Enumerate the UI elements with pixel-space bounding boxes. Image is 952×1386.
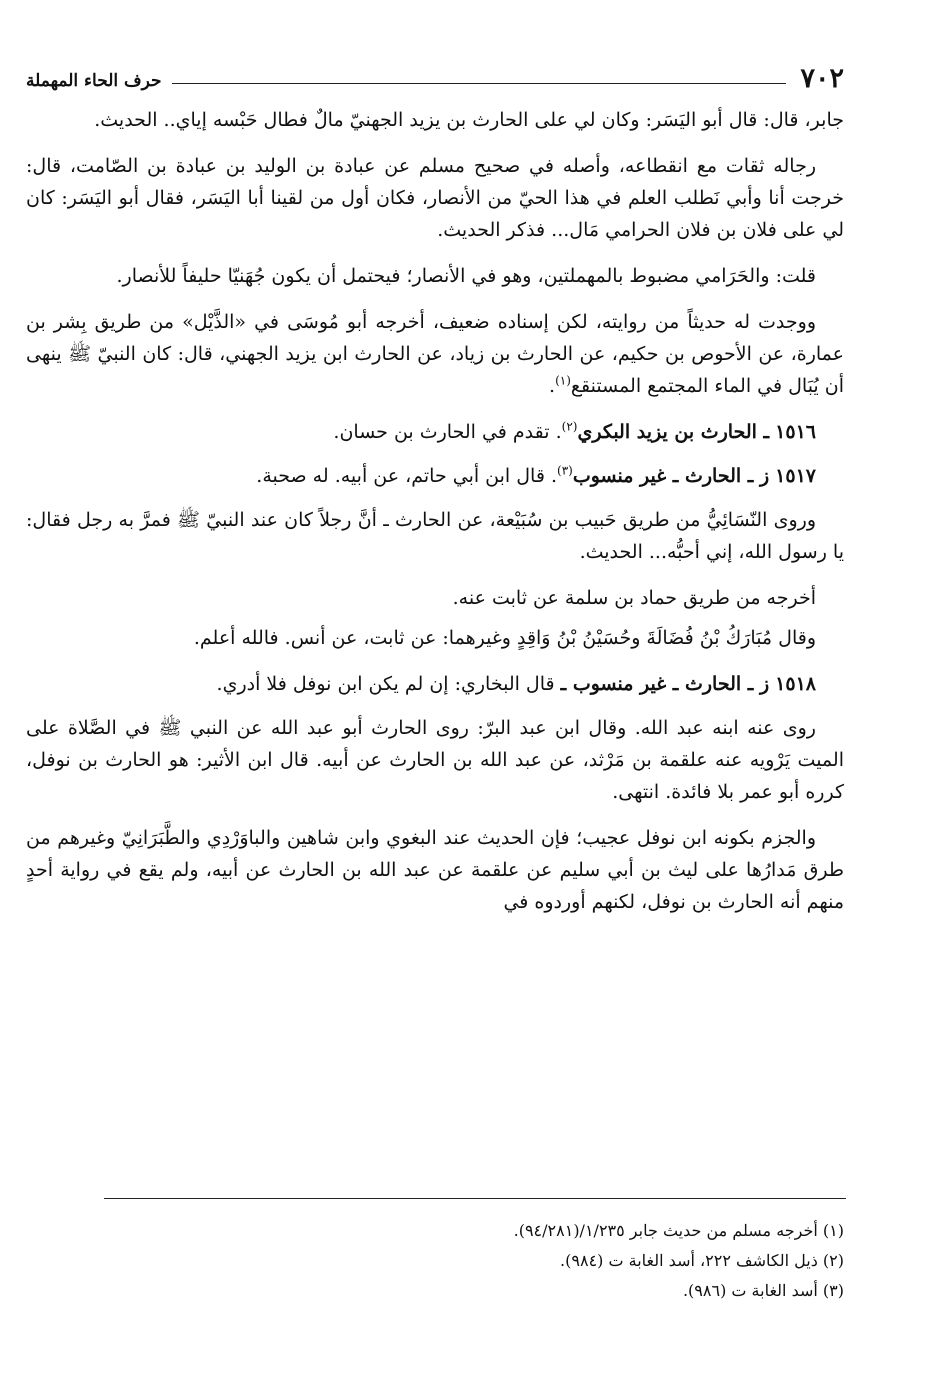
chapter-title: حرف الحاء المهملة — [26, 71, 162, 91]
paragraph: والجزم بكونه ابن نوفل عجيب؛ فإن الحديث عند البغوي وابن شاهين والباوَرْدِي والطَّبَرَانِيّ وغيرهم من طرق مَدارُها على ليث بن أبي سليم عن علقمة عن عبد الله بن الحارث عن أبيه، ولم يقع في رواية أحدٍ منهم أنه الحارث بن نوفل، لكنهم أوردوه في — [26, 827, 844, 913]
biography-entry: ١٥١٨ ز ـ الحارث ـ غير منسوب ـ قال البخاري: إن لم يكن ابن نوفل فلا أدري. — [216, 673, 816, 695]
paragraph: قلت: والحَرَامي مضبوط بالمهملتين، وهو في الأنصار؛ فيحتمل أن يكون جُهَنيّا حليفاً للأنصار. — [116, 265, 816, 287]
paragraph: جابر، قال: قال أبو اليَسَر: وكان لي على الحارث بن يزيد الجهنيّ مالٌ فطال حَبْسه إياي.. الحديث. — [94, 109, 844, 131]
paragraph: أخرجه من طريق حماد بن سلمة عن ثابت عنه. — [452, 587, 816, 609]
footnote: (٣) أسد الغابة ت (٩٨٦). — [682, 1281, 844, 1300]
footnote-ref: (١) — [555, 373, 571, 388]
biography-entry: ١٥١٦ ـ الحارث بن يزيد البكري$^{(٢)}$. تقدم في الحارث بن حسان. — [333, 419, 816, 443]
footnote: (١) أخرجه مسلم من حديث جابر ١/٢٣٥/(٩٤/٢٨١). — [513, 1221, 844, 1240]
footnotes — [26, 1216, 844, 1306]
entry-name: ز ـ الحارث ـ غير منسوب ـ — [560, 673, 770, 695]
footnote-ref: (٣) — [557, 463, 573, 478]
paragraph: وروى النّسَائِيُّ من طريق حَبيب بن سُبَيْعة، عن الحارث ـ أنَّ رجلاً كان عند النبيّ ﷺ فمرَّ به رجل فقال: يا رسول الله، إني أحبُّه... الحديث. — [26, 509, 844, 563]
entry-number: ١٥١٧ — [775, 465, 816, 487]
running-header — [26, 52, 844, 92]
entry-number: ١٥١٦ — [775, 421, 816, 443]
header-rule — [172, 83, 787, 84]
entry-number: ١٥١٨ — [775, 673, 816, 695]
paragraph: روى عنه ابنه عبد الله. وقال ابن عبد البرّ: روى الحارث أبو عبد الله عن النبي ﷺ في الصَّلاة على الميت يَرْويه عنه علقمة بن مَرْثد، عن عبد الله بن الحارث عن أبيه. قال ابن الأثير: هو الحارث بن نوفل، كرره أبو عمر بلا فائدة. انتهى. — [26, 717, 844, 803]
biography-entry: ١٥١٧ ز ـ الحارث ـ غير منسوب$^{(٣)}$. قال ابن أبي حاتم، عن أبيه. له صحبة. — [256, 463, 816, 487]
footnote-rule — [104, 1198, 846, 1199]
page-number: ٧٠٢ — [800, 63, 844, 94]
footnote-ref: (٢) — [561, 419, 578, 434]
paragraph: ووجدت له حديثاً من روايته، لكن إسناده ضعيف، أخرجه أبو مُوسَى في «الذَّيْل» من طريق بِشر بن عمارة، عن الأحوص بن حكيم، عن الحارث بن زياد، عن الحارث ابن يزيد الجهني، قال: كان النبيّ ﷺ ينهى أن يُبَال في الماء المجتمع المستنقع$^{(١)}$. — [26, 311, 844, 397]
footnote: (٢) ذيل الكاشف ٢٢٢، أسد الغابة ت (٩٨٤). — [560, 1251, 844, 1270]
entry-name: ـ الحارث بن يزيد البكري — [577, 421, 770, 443]
entry-name: ز ـ الحارث ـ غير منسوب — [572, 465, 770, 487]
paragraph: وقال مُبَارَكُ بْنُ فُضَالَةَ وحُسَيْنُ بْنُ وَاقِدٍ وغيرهما: عن ثابت، عن أنس. فالله أعلم. — [193, 627, 816, 649]
body-text — [26, 104, 844, 918]
paragraph: رجاله ثقات مع انقطاعه، وأصله في صحيح مسلم عن عبادة بن الوليد بن عبادة بن الصّامت، قال: خرجت أنا وأبي نَطلب العلم في هذا الحيّ من الأنصار، فكان أول من لقينا أبا اليَسَر، فقال أبو اليَسَر: كان لي على فلان بن فلان الحرامي مَال... فذكر الحديث. — [26, 155, 844, 241]
